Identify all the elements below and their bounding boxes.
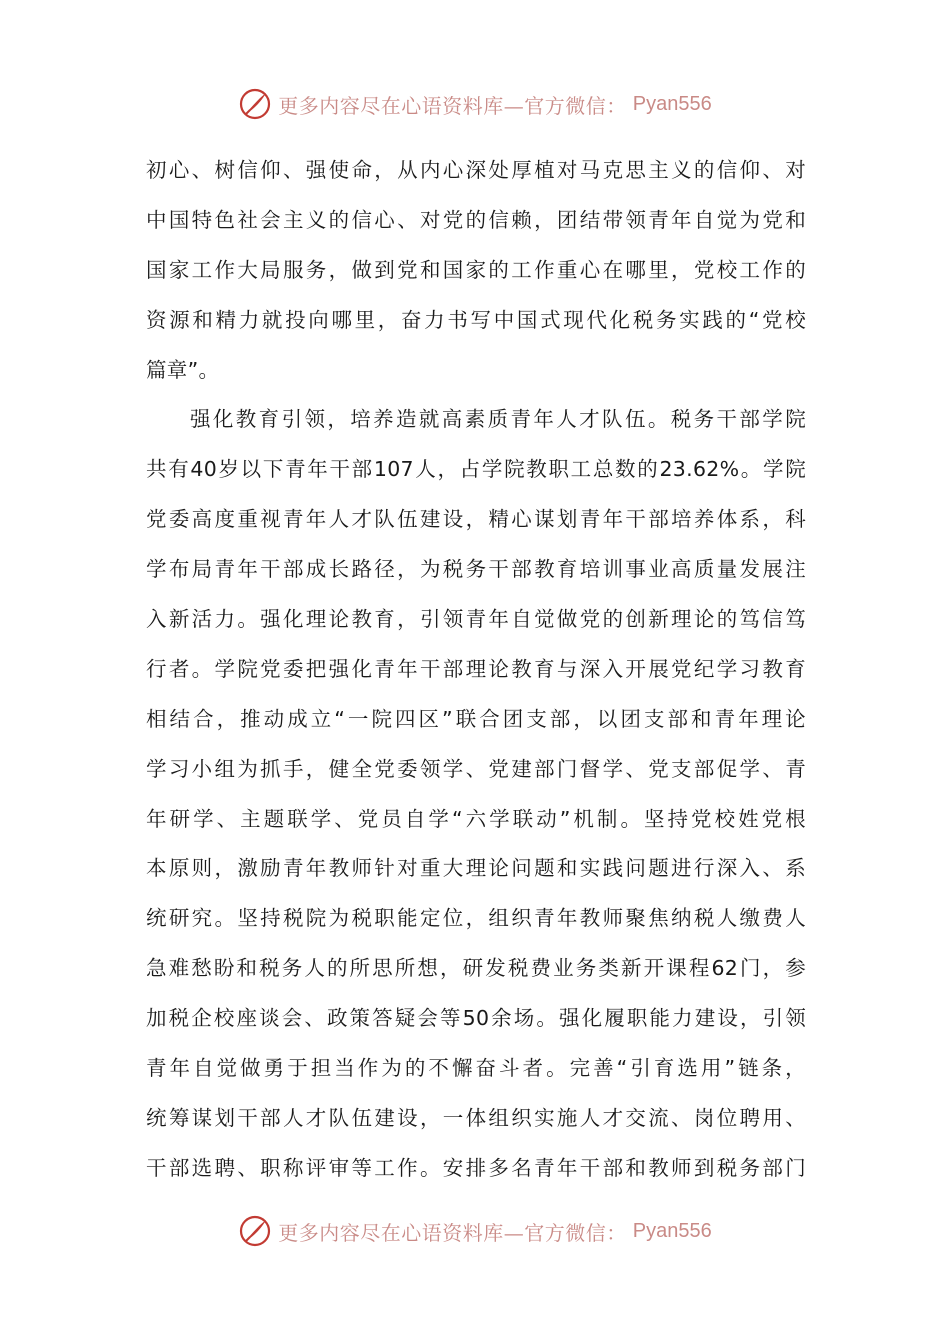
quill-logo-icon — [238, 87, 272, 121]
body-line: 国家工作大局服务，做到党和国家的工作重心在哪里，党校工作的 — [146, 257, 806, 282]
document-body — [146, 146, 806, 1194]
body-line: 相结合，推动成立“一院四区”联合团支部，以团支部和青年理论 — [146, 706, 806, 731]
body-line: 统研究。坚持税院为税职能定位，组织青年教师聚焦纳税人缴费人 — [146, 906, 806, 931]
body-line: 统筹谋划干部人才队伍建设，一体组织实施人才交流、岗位聘用、 — [146, 1105, 806, 1130]
body-line: 本原则，激励青年教师针对重大理论问题和实践问题进行深入、系 — [146, 856, 806, 881]
body-line: 青年自觉做勇于担当作为的不懈奋斗者。完善“引育选用”链条， — [146, 1056, 806, 1081]
body-line: 资源和精力就投向哪里，奋力书写中国式现代化税务实践的“党校 — [146, 307, 806, 332]
watermark-wechat-id: Pyan556 — [632, 1219, 712, 1242]
paragraph-heading-line: 强化教育引领，培养造就高素质青年人才队伍。税务干部学院 — [190, 407, 806, 432]
watermark-text: 更多内容尽在心语资料库—官方微信： — [278, 93, 627, 118]
body-line: 共有40岁以下青年干部107人，占学院教职工总数的23.62%。学院 — [146, 457, 806, 482]
body-line: 行者。学院党委把强化青年干部理论教育与深入开展党纪学习教育 — [146, 656, 806, 681]
body-line: 加税企校座谈会、政策答疑会等50余场。强化履职能力建设，引领 — [146, 1006, 806, 1031]
body-line: 党委高度重视青年人才队伍建设，精心谋划青年干部培养体系，科 — [146, 507, 806, 532]
body-line: 篇章”。 — [146, 357, 220, 382]
body-line: 中国特色社会主义的信心、对党的信赖，团结带领青年自觉为党和 — [146, 207, 806, 232]
watermark-wechat-id: Pyan556 — [632, 92, 712, 115]
body-line: 急难愁盼和税务人的所思所想，研发税费业务类新开课程62门，参 — [146, 956, 806, 981]
body-line: 学习小组为抓手，健全党委领学、党建部门督学、党支部促学、青 — [146, 756, 806, 781]
body-line: 初心、树信仰、强使命，从内心深处厚植对马克思主义的信仰、对 — [146, 158, 806, 182]
watermark-text: 更多内容尽在心语资料库—官方微信： — [278, 1220, 627, 1245]
footer-watermark — [0, 1211, 950, 1251]
header-watermark — [0, 84, 950, 124]
body-line: 入新活力。强化理论教育，引领青年自觉做党的创新理论的笃信笃 — [146, 607, 806, 632]
quill-logo-icon — [238, 1214, 272, 1248]
body-line: 学布局青年干部成长路径，为税务干部教育培训事业高质量发展注 — [146, 557, 806, 582]
body-line: 年研学、主题联学、党员自学“六学联动”机制。坚持党校姓党根 — [146, 806, 806, 831]
body-line: 干部选聘、职称评审等工作。安排多名青年干部和教师到税务部门 — [146, 1155, 806, 1180]
